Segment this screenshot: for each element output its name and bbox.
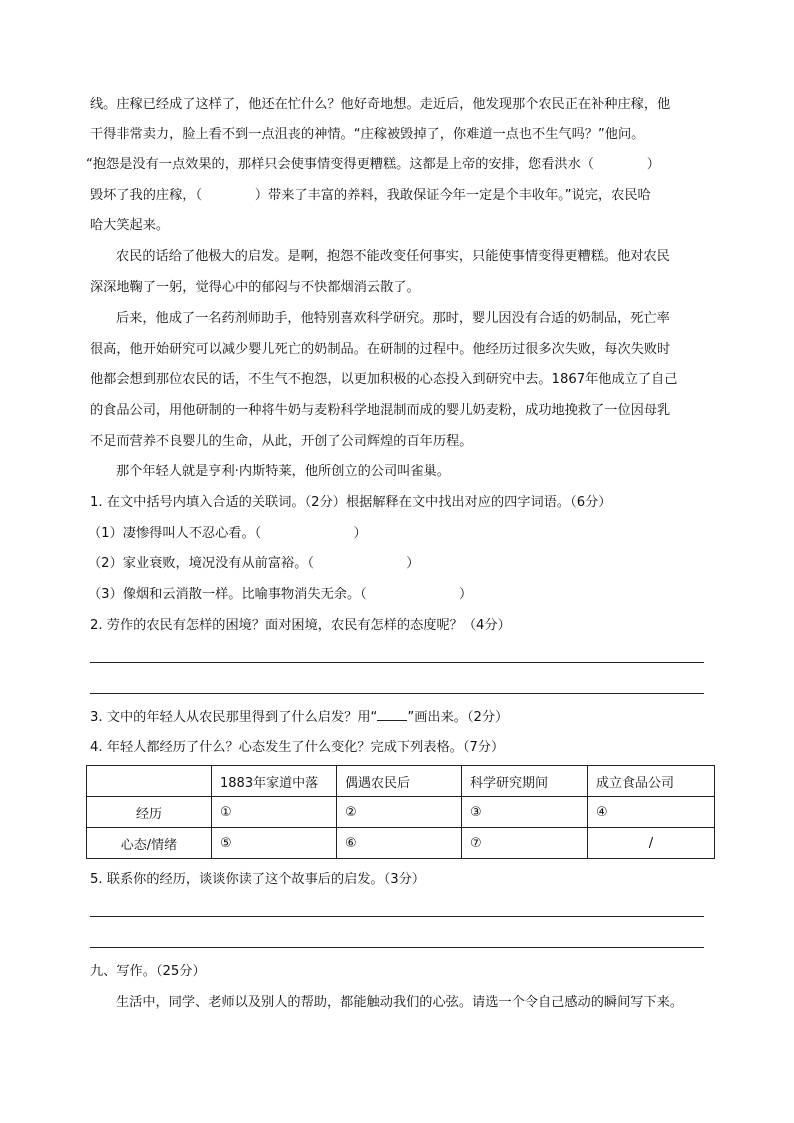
answer-cell[interactable]: ①: [212, 797, 337, 828]
passage-line: 毁坏了我的庄稼，（ ）带来了丰富的养料，我敢保证今年一定是个丰收年。”说完，农民哈: [90, 188, 651, 203]
table-header-row: [87, 766, 715, 797]
answer-cell[interactable]: ⑥: [337, 828, 462, 859]
underline-mark: [377, 708, 407, 721]
passage-line: 农民的话给了他极大的启发。是啊，抱怨不能改变任何事实，只能使事情变得更糟糕。他对农民: [116, 249, 670, 264]
question-1-item: （3）像烟和云消散一样。比喻事物消失无余。（ ）: [88, 587, 473, 602]
row-label: 心态/情绪: [87, 828, 212, 859]
question-3-text: 3. 文中的年轻人从农民那里得到了什么启发？用“: [90, 710, 378, 725]
question-1-item: （2）家业衰败，境况没有从前富裕。（ ）: [88, 556, 420, 571]
question-3: [90, 708, 508, 728]
experience-table: [86, 765, 715, 859]
answer-cell[interactable]: ②: [337, 797, 462, 828]
passage-line: “抱怨是没有一点效果的，那样只会使事情变得更糟糕。这都是上帝的安排，您看洪水（ ）: [86, 157, 660, 172]
passage-line: 不足而营养不良婴儿的生命，从此，开创了公司辉煌的百年历程。: [90, 434, 473, 449]
question-2: 2. 劳作的农民有怎样的困境？面对困境，农民有怎样的态度呢？（4分）: [90, 618, 511, 633]
answer-line[interactable]: [90, 662, 704, 663]
passage-line: 那个年轻人就是亨利·内斯特莱，他所创立的公司叫雀巢。: [116, 464, 450, 479]
question-5: 5. 联系你的经历，谈谈你读了这个故事后的启发。（3分）: [90, 872, 426, 887]
answer-line[interactable]: [90, 947, 704, 948]
question-3-text-end: ”画出来。（2分）: [407, 710, 509, 725]
passage-line: 他都会想到那位农民的话，不生气不抱怨，以更加积极的心态投入到研究中去。1867年他成立了自己: [90, 372, 678, 387]
question-1: 1. 在文中括号内填入合适的关联词。（2分）根据解释在文中找出对应的四字词语。（6分）: [90, 495, 612, 510]
table-row-mood: [87, 828, 715, 859]
passage-line: 后来，他成了一名药剂师助手，他特别喜欢科学研究。那时，婴儿因没有合适的奶制品，死亡率: [116, 311, 670, 326]
writing-heading: 九、写作。（25分）: [90, 964, 206, 979]
answer-line[interactable]: [90, 693, 704, 694]
answer-cell[interactable]: ⑦: [462, 828, 588, 859]
answer-cell[interactable]: ⑤: [212, 828, 337, 859]
table-header-cell: 科学研究期间: [462, 766, 588, 797]
question-4: 4. 年轻人都经历了什么？心态发生了什么变化？完成下列表格。（7分）: [90, 740, 505, 755]
passage-line: 干得非常卖力，脸上看不到一点沮丧的神情。“庄稼被毁掉了，你难道一点也不生气吗？”他问。: [90, 127, 645, 142]
answer-cell[interactable]: ④: [588, 797, 715, 828]
table-header-cell: 成立食品公司: [588, 766, 715, 797]
row-label: 经历: [87, 797, 212, 828]
table-corner-cell: [87, 766, 212, 797]
table-row-experience: [87, 797, 715, 828]
table-header-cell: 1883年家道中落: [212, 766, 337, 797]
passage-line: 哈大笑起来。: [90, 218, 170, 233]
passage-line: 很高，他开始研究可以减少婴儿死亡的奶制品。在研制的过程中。他经历过很多次失败，每次失败时: [90, 342, 671, 357]
writing-prompt: 生活中，同学、老师以及别人的帮助，都能触动我们的心弦。请选一个令自己感动的瞬间写下来。: [116, 995, 684, 1010]
passage-line: 的食品公司，用他研制的一种将牛奶与麦粉科学地混制而成的婴儿奶麦粉，成功地挽救了一位因母乳: [90, 403, 671, 418]
answer-line[interactable]: [90, 916, 704, 917]
table-header-cell: 偶遇农民后: [337, 766, 462, 797]
answer-cell[interactable]: ③: [462, 797, 588, 828]
question-1-item: （1）凄惨得叫人不忍心看。（ ）: [88, 526, 367, 541]
answer-cell-na: /: [588, 828, 715, 859]
passage-line: 线。庄稼已经成了这样了，他还在忙什么？他好奇地想。走近后，他发现那个农民正在补种庄稼，他: [90, 97, 671, 112]
passage-line: 深深地鞠了一躬，觉得心中的郁闷与不快都烟消云散了。: [90, 280, 420, 295]
